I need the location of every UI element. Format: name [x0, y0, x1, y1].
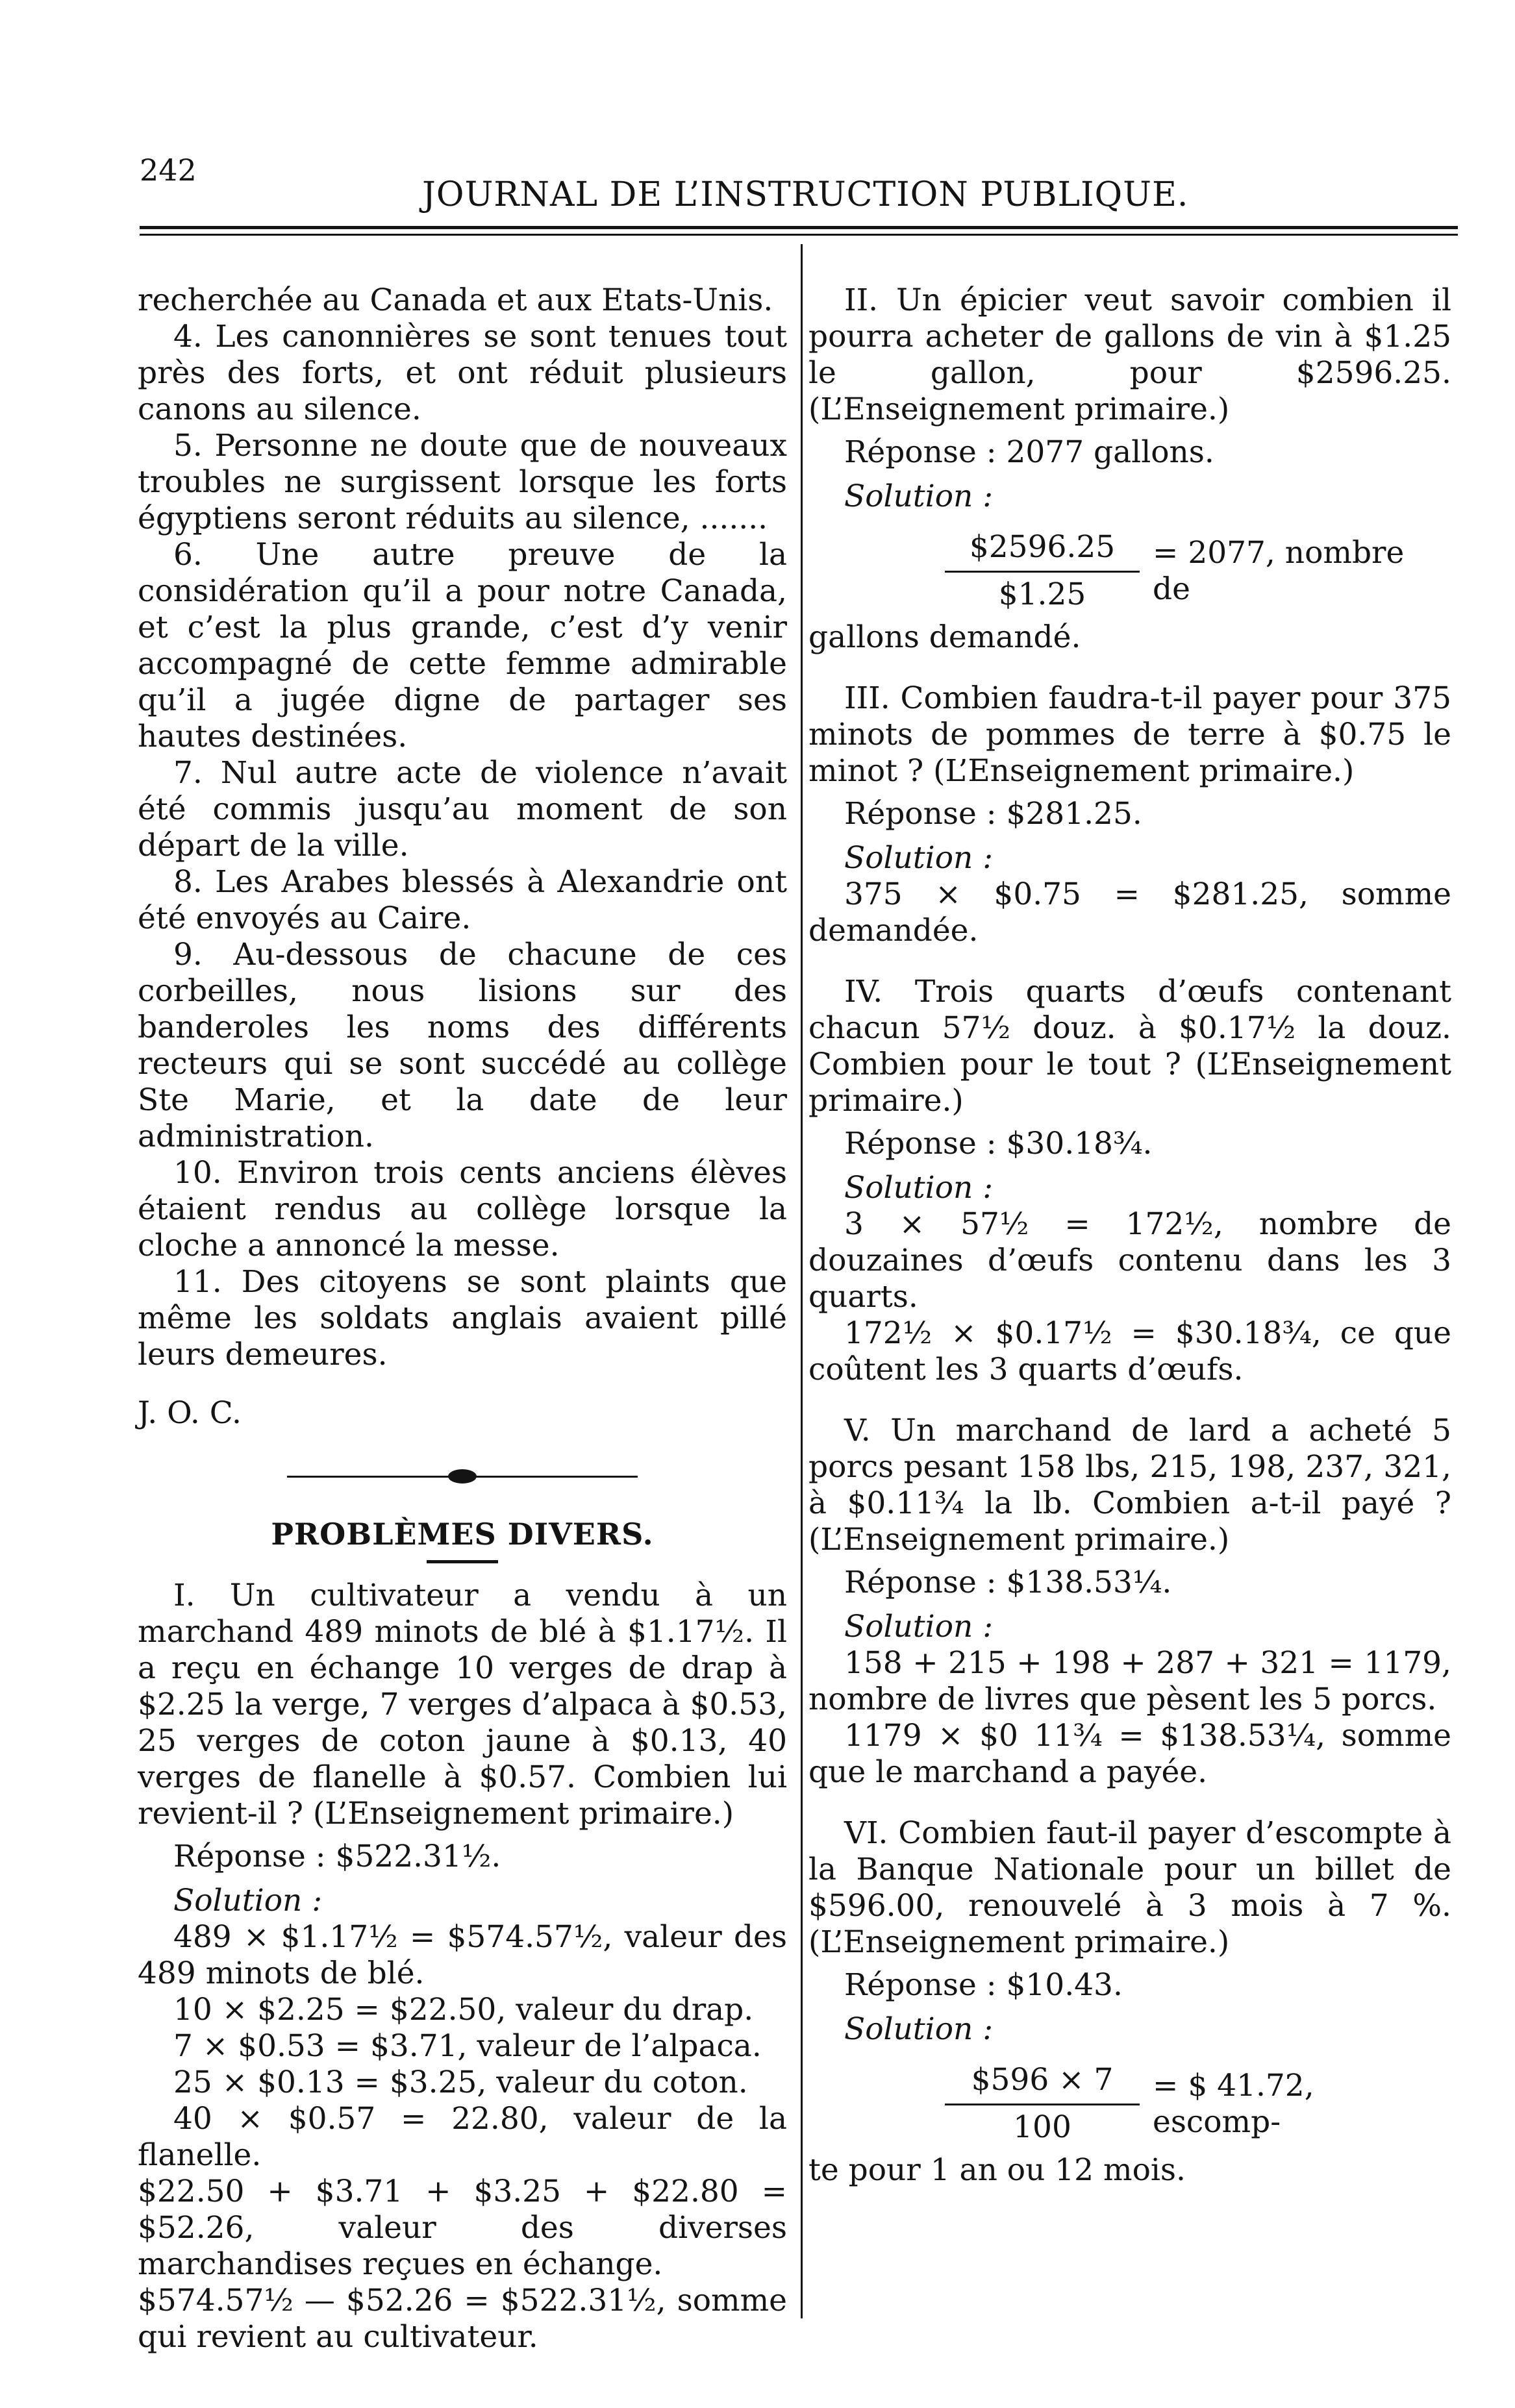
problem-3-text: III. Combien faudra-t-il payer pour 375 minots de pommes de terre à $0.75 le minot ? (L’Enseignement primaire.)	[808, 680, 1451, 789]
ornamental-divider	[287, 1464, 638, 1490]
fraction-denominator: $1.25	[998, 577, 1086, 612]
signature: J. O. C.	[138, 1395, 242, 1431]
problem-3-solution-label: Solution :	[844, 840, 994, 876]
problem-5-answer: Réponse : $138.53¼.	[844, 1565, 1172, 1600]
sentence-10: 10. Environ trois cents anciens élèves étaient rendus au collège lorsque la cloche a annoncé la messe.	[138, 1155, 787, 1263]
header-rule-thick	[140, 226, 1458, 229]
heading-rule	[427, 1560, 498, 1563]
sentence-7: 7. Nul autre acte de violence n’avait été commis jusqu’au moment de son départ de la ville.	[138, 755, 787, 863]
problem-1-step: 10 × $2.25 = $22.50, valeur du drap.	[173, 1992, 754, 2028]
problem-1-step: 40 × $0.57 = 22.80, valeur de la flanelle.	[138, 2101, 787, 2173]
fraction-numerator: $2596.25	[969, 529, 1116, 565]
problem-6-after: te pour 1 an ou 12 mois.	[808, 2152, 1186, 2188]
problem-1-step: 25 × $0.13 = $3.25, valeur du coton.	[173, 2065, 748, 2100]
paragraph-continuation: recherchée au Canada et aux Etats-Unis.	[138, 282, 773, 318]
problem-5-step: 1179 × $0 11¾ = $138.53¼, somme que le marchand a payée.	[808, 1718, 1451, 1790]
problem-1-answer: Réponse : $522.31½.	[173, 1839, 501, 1874]
problem-2-after: gallons demandé.	[808, 619, 1081, 655]
problem-2-text: II. Un épicier veut savoir combien il pourra acheter de gallons de vin à $1.25 le gallon, pour $2596.25. (L’Enseignement primaire.)	[808, 282, 1451, 427]
header-rule-thin	[140, 234, 1458, 236]
problem-1-step: $574.57½ — $52.26 = $522.31½, somme qui revient au cultivateur.	[138, 2283, 787, 2355]
problem-3-answer: Réponse : $281.25.	[844, 796, 1142, 832]
sentence-6: 6. Une autre preuve de la considération qu’il a pour notre Canada, et c’est la plus grande, c’est d’y venir accompagné de cette femme admirable qu’il a jugée digne de partager ses hautes destinées.	[138, 537, 787, 754]
problem-6-answer: Réponse : $10.43.	[844, 1967, 1123, 2003]
problem-5-solution-label: Solution :	[844, 1609, 994, 1645]
problem-5-text: V. Un marchand de lard a acheté 5 porcs pesant 158 lbs, 215, 198, 237, 321, à $0.11¾ la lb. Combien a-t-il payé ? (L’Enseignement primaire.)	[808, 1413, 1451, 1558]
problem-4-text: IV. Trois quarts d’œufs contenant chacun 57½ douz. à $0.17½ la douz. Combien pour le tout ? (L’Enseignement primaire.)	[808, 974, 1451, 1119]
left-column	[138, 282, 787, 2355]
problem-6-text: VI. Combien faut-il payer d’escompte à la Banque Nationale pour un billet de $596.00, renouvelé à 3 mois à 7 %. (L’Enseignement primaire.)	[808, 1815, 1451, 1960]
problem-1-solution-label: Solution :	[173, 1883, 323, 1918]
problem-1-step: $22.50 + $3.71 + $3.25 + $22.80 = $52.26, valeur des diverses marchandises reçues en échange.	[138, 2174, 787, 2282]
problem-4-answer: Réponse : $30.18¾.	[844, 1126, 1153, 1161]
problem-4-solution-label: Solution :	[844, 1170, 994, 1206]
problem-2-fraction	[808, 529, 1451, 613]
problem-6-solution-label: Solution :	[844, 2011, 994, 2047]
sentence-4: 4. Les canonnières se sont tenues tout près des forts, et ont réduit plusieurs canons au silence.	[138, 319, 787, 427]
fraction-result: = $ 41.72, escomp-	[1153, 2067, 1314, 2140]
problem-1-text: I. Un cultivateur a vendu à un marchand 489 minots de blé à $1.17½. Il a reçu en échange 10 verges de drap à $2.25 la verge, 7 verges d’alpaca à $0.53, 25 verges de coton jaune à $0.13, 40 verges de flanelle à $0.57. Combien lui revient-il ? (L’Enseignement primaire.)	[138, 1578, 787, 1831]
problem-4-step: 3 × 57½ = 172½, nombre de douzaines d’œufs contenu dans les 3 quarts.	[808, 1206, 1451, 1315]
sentence-8: 8. Les Arabes blessés à Alexandrie ont été envoyés au Caire.	[138, 864, 787, 936]
right-column	[808, 282, 1451, 2189]
column-separator	[801, 244, 803, 2318]
problem-2-answer: Réponse : 2077 gallons.	[844, 434, 1214, 470]
problem-6-fraction	[808, 2062, 1451, 2146]
fraction-numerator: $596 × 7	[971, 2062, 1114, 2098]
running-title: JOURNAL DE L’INSTRUCTION PUBLIQUE.	[422, 175, 1189, 214]
problem-2-solution-label: Solution :	[844, 478, 994, 514]
section-heading: PROBLÈMES DIVERS.	[271, 1517, 654, 1552]
fraction-denominator: 100	[1013, 2109, 1071, 2145]
problem-5-step: 158 + 215 + 198 + 287 + 321 = 1179, nombre de livres que pèsent les 5 porcs.	[808, 1645, 1451, 1717]
sentence-11: 11. Des citoyens se sont plaints que même les soldats anglais avaient pillé leurs demeures.	[138, 1264, 787, 1372]
problem-4-step: 172½ × $0.17½ = $30.18¾, ce que coûtent les 3 quarts d’œufs.	[808, 1315, 1451, 1387]
fraction-result: = 2077, nombre de	[1153, 534, 1405, 607]
sentence-9: 9. Au-dessous de chacune de ces corbeilles, nous lisions sur des banderoles les noms des différents recteurs qui se sont succédé au collège Ste Marie, et la date de leur administration.	[138, 937, 787, 1154]
sentence-5: 5. Personne ne doute que de nouveaux troubles ne surgissent lorsque les forts égyptiens seront réduits au silence, .......	[138, 428, 787, 536]
problem-3-step: 375 × $0.75 = $281.25, somme demandée.	[808, 876, 1451, 949]
page-number: 242	[140, 153, 197, 188]
problem-1-step: 7 × $0.53 = $3.71, valeur de l’alpaca.	[173, 2028, 762, 2064]
problem-1-step: 489 × $1.17½ = $574.57½, valeur des 489 minots de blé.	[138, 1919, 787, 1991]
